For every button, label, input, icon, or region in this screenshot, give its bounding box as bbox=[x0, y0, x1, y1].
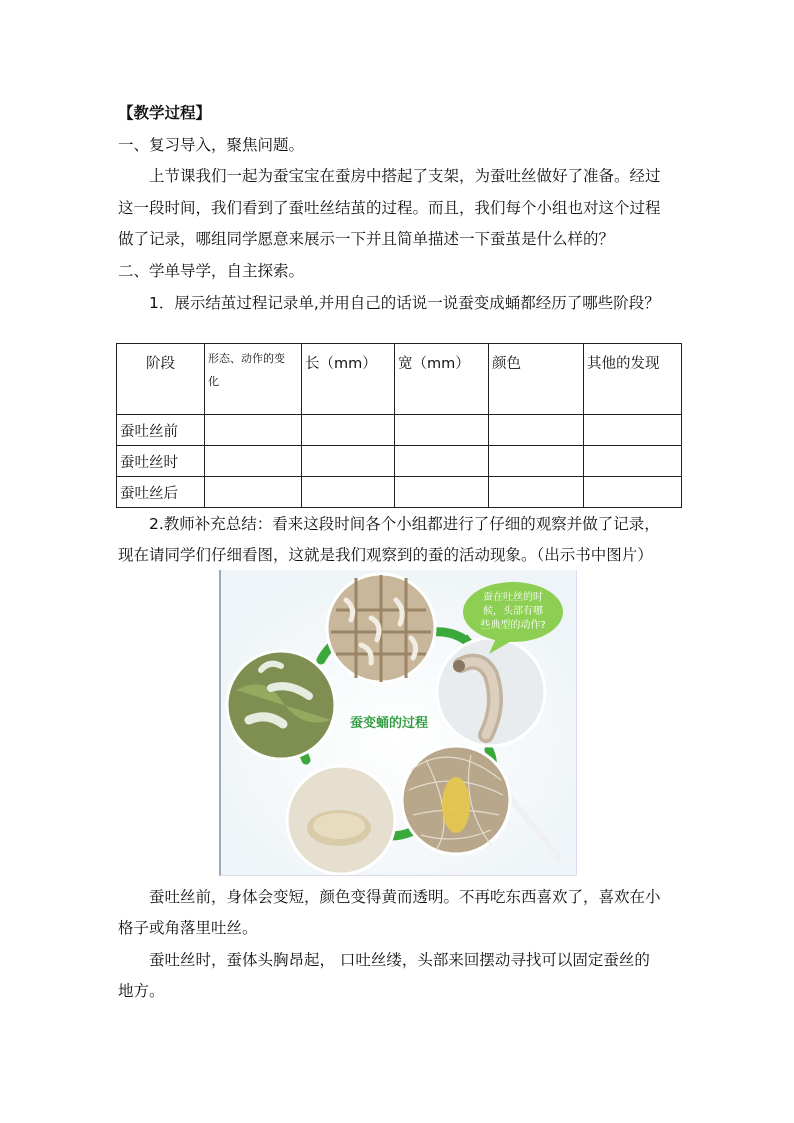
para-before-line: 蚕吐丝前，身体会变短，颜色变得黄而透明。不再吃东西喜欢了，喜欢在小 bbox=[149, 888, 661, 906]
photo-silkworm-raised bbox=[437, 638, 545, 746]
item2-line: 现在请同学们仔细看图，这就是我们观察到的蚕的活动现象。（出示书中图片） bbox=[118, 546, 653, 564]
table-cell[interactable] bbox=[302, 477, 395, 508]
table-cell[interactable] bbox=[395, 477, 489, 508]
photo-cocoon-spinning bbox=[402, 746, 510, 854]
photo-silkworm-leaves bbox=[227, 651, 335, 759]
table-cell[interactable] bbox=[302, 446, 395, 477]
part1-para-line: 这一段时间，我们看到了蚕吐丝结茧的过程。而且，我们每个小组也对这个过程 bbox=[118, 199, 661, 217]
table-header-cell bbox=[205, 344, 302, 415]
table-cell[interactable] bbox=[205, 446, 302, 477]
bubble-text: 蚕在吐丝的时 bbox=[483, 592, 543, 603]
table-header-cell: 颜色 bbox=[489, 344, 584, 415]
table-cell[interactable] bbox=[395, 446, 489, 477]
item2-line: 2.教师补充总结：看来这段时间各个小组都进行了仔细的观察并做了记录， bbox=[149, 515, 660, 533]
table-cell[interactable] bbox=[584, 446, 682, 477]
table-cell: 蚕吐丝时 bbox=[117, 446, 205, 477]
photo-cocoon bbox=[287, 766, 395, 874]
table-header-cell: 阶段 bbox=[117, 344, 205, 415]
header-line: 化 bbox=[208, 375, 219, 388]
para-before-line: 格子或角落里吐丝。 bbox=[118, 919, 258, 937]
table-header-cell: 长（mm） bbox=[302, 344, 395, 415]
silkworm-process-figure bbox=[219, 570, 577, 876]
table-cell[interactable] bbox=[489, 446, 584, 477]
table-cell[interactable] bbox=[489, 415, 584, 446]
figure-center-label: 蚕变蛹的过程 bbox=[349, 716, 429, 731]
table-cell[interactable] bbox=[205, 477, 302, 508]
table-cell[interactable] bbox=[302, 415, 395, 446]
table-header-row bbox=[117, 344, 682, 415]
bubble-text: 些典型的动作? bbox=[480, 620, 546, 631]
header-line: 形态、动作的变 bbox=[208, 352, 285, 365]
table-row bbox=[117, 415, 682, 446]
table-cell[interactable] bbox=[205, 415, 302, 446]
part2-heading: 二、学单导学，自主探索。 bbox=[118, 262, 305, 280]
bubble-text: 候，头部有哪 bbox=[483, 606, 543, 617]
table-cell[interactable] bbox=[584, 477, 682, 508]
table-cell: 蚕吐丝前 bbox=[117, 415, 205, 446]
table-header-cell: 其他的发现 bbox=[584, 344, 682, 415]
observation-table bbox=[116, 343, 682, 508]
table-cell: 蚕吐丝后 bbox=[117, 477, 205, 508]
para-during-line: 地方。 bbox=[118, 982, 165, 1000]
photo-cardboard-grid bbox=[327, 574, 435, 682]
table-header-cell: 宽（mm） bbox=[395, 344, 489, 415]
section-title: 【教学过程】 bbox=[118, 104, 212, 122]
table-cell[interactable] bbox=[584, 415, 682, 446]
part2-item1: 1．展示结茧过程记录单,并用自己的话说一说蚕变成蛹都经历了哪些阶段？ bbox=[149, 294, 660, 312]
part1-heading: 一、复习导入，聚焦问题。 bbox=[118, 136, 305, 154]
process-diagram bbox=[221, 570, 576, 875]
para-during-line: 蚕吐丝时，蚕体头胸昂起， 口吐丝缕，头部来回摆动寻找可以固定蚕丝的 bbox=[149, 951, 650, 969]
part1-para-line: 上节课我们一起为蚕宝宝在蚕房中搭起了支架，为蚕吐丝做好了准备。经过 bbox=[149, 167, 661, 185]
table-cell[interactable] bbox=[395, 415, 489, 446]
part1-para-line: 做了记录，哪组同学愿意来展示一下并且简单描述一下蚕茧是什么样的？ bbox=[118, 230, 615, 248]
table-row bbox=[117, 446, 682, 477]
table-row bbox=[117, 477, 682, 508]
table-cell[interactable] bbox=[489, 477, 584, 508]
